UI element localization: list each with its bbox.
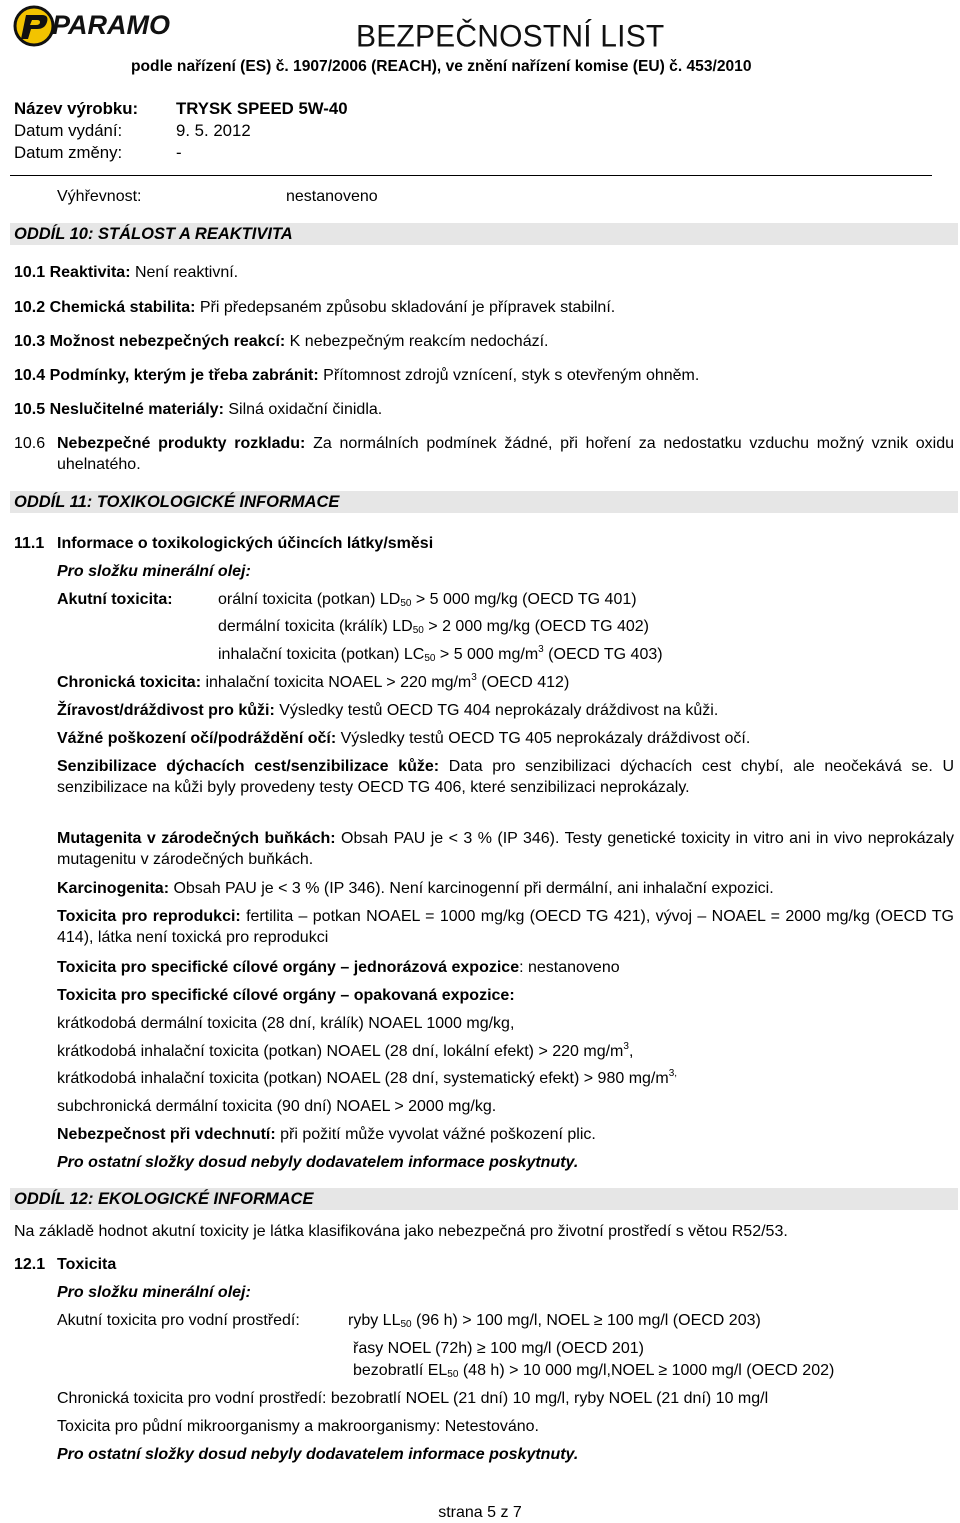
component-mineral-oil-12: Pro složku minerální olej: xyxy=(57,1284,251,1301)
subsection-11-1-title: Informace o toxikologických účincích látky/směsi xyxy=(57,535,434,552)
product-name-row: Název výrobku: TRYSK SPEED 5W-40 xyxy=(14,99,348,118)
subsection-12-1-number: 12.1 xyxy=(14,1256,46,1273)
eye-damage: Vážné poškození očí/podráždění očí: Výsledky testů OECD TG 405 neprokázaly dráždivost očí. xyxy=(57,730,751,747)
stot-repeated-label: Toxicita pro specifické cílové orgány – opakovaná expozice: xyxy=(57,987,515,1004)
aquatic-chronic: Chronická toxicita pro vodní prostředí: bezobratlí NOEL (21 dní) 10 mg/l, ryby NOEL (21 dní) 10 mg/l xyxy=(57,1390,769,1407)
subchronic-dermal: subchronická dermální toxicita (90 dní) NOAEL > 2000 mg/kg. xyxy=(57,1098,497,1115)
soil-toxicity: Toxicita pro půdní mikroorganismy a makroorganismy: Netestováno. xyxy=(57,1418,539,1435)
component-mineral-oil-11: Pro složku minerální olej: xyxy=(57,563,251,580)
repeated-inhalation-local: krátkodobá inhalační toxicita (potkan) NOAEL (28 dní, lokální efekt) > 220 $mg/m^3$, xyxy=(57,1041,634,1060)
carcinogenicity: Karcinogenita: Obsah PAU je < 3 % (IP 346). Není karcinogenní při dermální, ani inhalační expozici. xyxy=(57,880,774,897)
item-10-1: 10.1 Reaktivita: Není reaktivní. xyxy=(14,264,239,281)
section-10-heading: ODDÍL 10: STÁLOST A REAKTIVITA xyxy=(10,223,958,245)
page-number: strana 5 z 7 xyxy=(438,1504,522,1521)
calorific-value: nestanoveno xyxy=(286,188,378,205)
other-components-note-12: Pro ostatní složky dosud nebyly dodavatelem informace poskytnuty. xyxy=(57,1446,579,1463)
acute-oral: orální toxicita (potkan) $LD_{50} > 5$ 000 mg/kg (OECD TG 401) xyxy=(218,591,637,609)
item-10-3: 10.3 Možnost nebezpečných reakcí: K nebezpečným reakcím nedochází. xyxy=(14,333,549,350)
aquatic-acute-label: Akutní toxicita pro vodní prostředí: xyxy=(57,1312,300,1329)
subsection-11-1-number: 11.1 xyxy=(14,535,45,552)
document-title: BEZPEČNOSTNÍ LIST xyxy=(356,19,665,54)
repeated-inhalation-systemic: krátkodobá inhalační toxicita (potkan) NOAEL (28 dní, systematický efekt) > 980 $mg/m^{3,}$ xyxy=(57,1068,678,1087)
subsection-12-1-title: Toxicita xyxy=(57,1256,117,1273)
item-10-5: 10.5 Neslučitelné materiály: Silná oxidační činidla. xyxy=(14,401,383,418)
reproductive-toxicity: Toxicita pro reprodukci: fertilita – potkan NOAEL = 1000 mg/kg (OECD TG 421), vývoj – NOAEL = 2000 mg/kg (OECD TG 414), látka není toxická pro reprodukci xyxy=(57,908,955,946)
aquatic-algae: řasy NOEL (72h) ≥ 100 mg/l (OECD 201) xyxy=(353,1340,644,1357)
acute-inhalation: inhalační toxicita (potkan) $LC_{50} > 5$ 000 $mg/m^3$ (OECD TG 403) xyxy=(218,644,663,664)
acute-toxicity-label: Akutní toxicita: xyxy=(57,591,173,608)
issue-date-row: Datum vydání: 9. 5. 2012 xyxy=(14,121,251,140)
repeated-dermal: krátkodobá dermální toxicita (28 dní, králík) NOAEL 1000 mg/kg, xyxy=(57,1015,515,1032)
item-10-6-number: 10.6 xyxy=(14,435,46,452)
paramo-logo xyxy=(12,3,202,49)
skin-corrosion: Žíravost/dráždivost pro kůži: Výsledky testů OECD TG 404 neprokázaly dráždivost na kůži. xyxy=(57,702,719,719)
calorific-label: Výhřevnost: xyxy=(57,188,142,205)
document-subtitle: podle nařízení (ES) č. 1907/2006 (REACH), ve znění nařízení komise (EU) č. 453/2010 xyxy=(131,58,752,75)
item-10-6: Nebezpečné produkty rozkladu: Za normálních podmínek žádné, při hoření za nedostatku vzduchu možný vznik oxidu uhelnatého. xyxy=(57,435,954,473)
chronic-toxicity: Chronická toxicita: inhalační toxicita NOAEL > 220 $mg/m^3$ (OECD 412) xyxy=(57,672,570,691)
item-10-4: 10.4 Podmínky, kterým je třeba zabránit: Přítomnost zdrojů vznícení, styk s otevřeným ohněm. xyxy=(14,367,700,384)
change-date-row: Datum změny: - xyxy=(14,143,182,162)
stot-single: Toxicita pro specifické cílové orgány – jednorázová expozice: nestanoveno xyxy=(57,959,620,976)
section-11-heading: ODDÍL 11: TOXIKOLOGICKÉ INFORMACE xyxy=(10,491,958,513)
item-10-2: 10.2 Chemická stabilita: Při předepsaném způsobu skladování je přípravek stabilní. xyxy=(14,299,616,316)
section-12-heading: ODDÍL 12: EKOLOGICKÉ INFORMACE xyxy=(10,1188,958,1210)
aquatic-invertebrates: bezobratlí $EL_{50}$ (48 h) > 10 000 mg/l,NOEL ≥ 1000 mg/l (OECD 202) xyxy=(353,1362,835,1380)
mutagenicity: Mutagenita v zárodečných buňkách: Obsah PAU je < 3 % (IP 346). Testy genetické toxicity in vitro ani in vivo neprokázaly mutagenitu v zárodečných buňkách. xyxy=(57,830,955,868)
aquatic-fish: ryby $LL_{50}$ (96 h) > 100 mg/l, NOEL ≥ 100 mg/l (OECD 203) xyxy=(348,1312,761,1330)
aspiration-hazard: Nebezpečnost při vdechnutí: při požití může vyvolat vážné poškození plic. xyxy=(57,1126,596,1143)
acute-dermal: dermální toxicita (králík) $LD_{50} > 2$ 000 mg/kg (OECD TG 402) xyxy=(218,618,649,636)
other-components-note-11: Pro ostatní složky dosud nebyly dodavatelem informace poskytnuty. xyxy=(57,1154,579,1171)
svg-text:PARAMO: PARAMO xyxy=(52,10,170,40)
ecology-intro: Na základě hodnot akutní toxicity je látka klasifikována jako nebezpečná pro životní prostředí s větou R52/53. xyxy=(14,1223,788,1240)
sensitisation: Senzibilizace dýchacích cest/senzibilizace kůže: Data pro senzibilizaci dýchacích cest chybí, ale neočekává se. U senzibilizace na kůži byly provedeny testy OECD TG 406, které senzibilizaci neprokázaly. xyxy=(57,758,955,796)
header-divider xyxy=(10,175,932,176)
